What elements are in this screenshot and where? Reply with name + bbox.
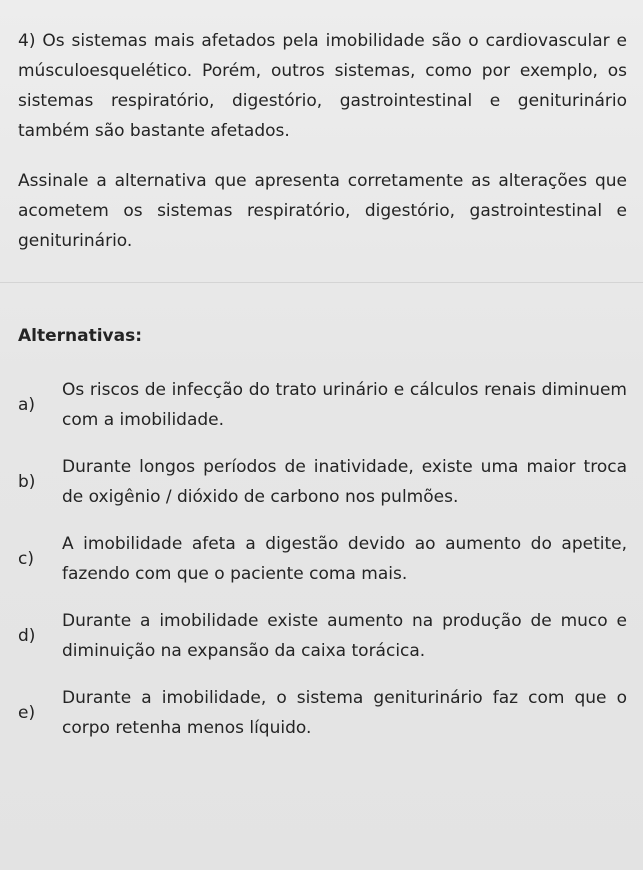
alternative-letter: a) bbox=[18, 395, 36, 415]
alternatives-title: Alternativas: bbox=[18, 326, 143, 346]
alternative-letter: d) bbox=[18, 626, 36, 646]
alternative-text: A imobilidade afeta a digestão devido ao aumento do apetite, fazendo com que o paciente coma mais. bbox=[62, 534, 627, 584]
question-paragraph-context: 4) Os sistemas mais afetados pela imobilidade são o cardiovascular e músculoesquelético. Porém, outros sistemas, como por exemplo, os sistemas respiratório, digestório, gastrointestinal e geniturinário também são bastante afetados. bbox=[18, 31, 627, 141]
alternative-b[interactable] bbox=[18, 452, 627, 512]
alternative-text: Durante a imobilidade existe aumento na produção de muco e diminuição na expansão da caixa torácica. bbox=[62, 611, 627, 661]
alternative-text: Durante a imobilidade, o sistema geniturinário faz com que o corpo retenha menos líquido. bbox=[62, 688, 627, 738]
alternative-text: Durante longos períodos de inatividade, existe uma maior troca de oxigênio / dióxido de carbono nos pulmões. bbox=[62, 457, 627, 507]
question-statement bbox=[18, 0, 627, 256]
alternative-a[interactable] bbox=[18, 375, 627, 435]
alternative-c[interactable] bbox=[18, 529, 627, 589]
alternatives-list bbox=[18, 375, 627, 743]
alternative-letter: c) bbox=[18, 549, 34, 569]
alternative-text: Os riscos de infecção do trato urinário e cálculos renais diminuem com a imobilidade. bbox=[62, 380, 627, 430]
alternative-letter: e) bbox=[18, 703, 36, 723]
question-paragraph-instruction: Assinale a alternativa que apresenta corretamente as alterações que acometem os sistemas respiratório, digestório, gastrointestinal e geniturinário. bbox=[18, 171, 627, 251]
alternative-e[interactable] bbox=[18, 683, 627, 743]
alternative-letter: b) bbox=[18, 472, 36, 492]
alternative-d[interactable] bbox=[18, 606, 627, 666]
divider bbox=[0, 282, 643, 283]
